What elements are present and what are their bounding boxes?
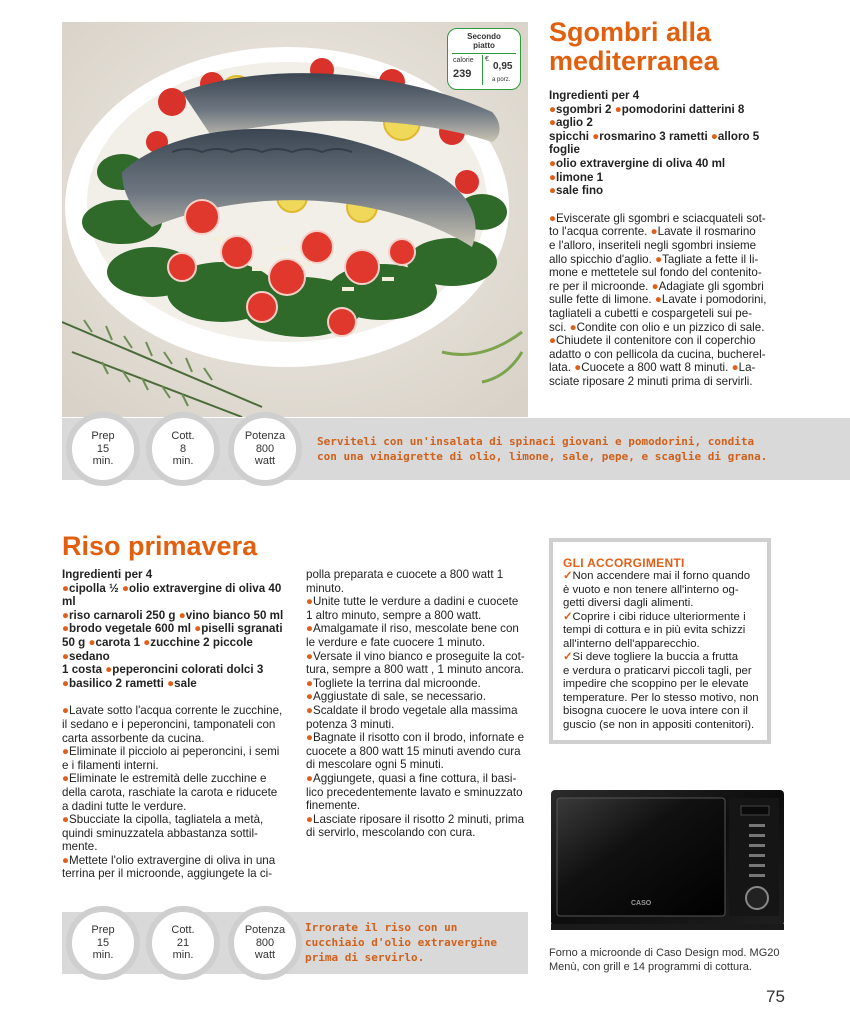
bullet-icon: ●	[306, 690, 314, 704]
bullet-icon: ●	[62, 745, 70, 759]
step-line: e l'alloro, inseriteli negli sgombri insieme	[549, 238, 757, 252]
step-line: tagliateli a cubetti e cospargeteli sui pe-	[549, 306, 753, 320]
bullet-icon: ●	[549, 156, 557, 170]
cook-time-badge: Cott. 8 min.	[146, 412, 220, 486]
bullet-icon: ●	[62, 622, 70, 636]
page-number: 75	[766, 987, 785, 1006]
step-line: minuto.	[306, 581, 345, 595]
step-line: ●Aggiungete, quasi a fine cottura, il basi-	[306, 771, 517, 785]
step-line: ●Eviscerate gli sgombri e sciacquateli sot-	[549, 211, 766, 225]
step-line: sulle fette di limone. ●Lavate i pomodorini,	[549, 293, 767, 307]
power-badge: Potenza 800 watt	[228, 906, 302, 980]
step-line: sci. ●Condite con olio e un pizzico di sale.	[549, 320, 765, 334]
step-line: il sedano e i peperoncini, tamponateli con	[62, 717, 276, 731]
step-line: adatto o con pellicola da cucina, bucherel-	[549, 347, 766, 361]
caption-line: Menù, con grill e 14 programmi di cottura.	[549, 960, 752, 973]
microwave-brand-label: CASO	[631, 900, 652, 907]
bullet-icon: ●	[549, 184, 557, 198]
step-line: allo spicchio d'aglio. ●Tagliate a fette il li-	[549, 252, 759, 266]
ingredients-header: Ingredienti per 4	[62, 568, 153, 581]
bullet-icon: ●	[655, 252, 663, 266]
step-line: di servirlo, mescolando con cura.	[306, 826, 476, 840]
ingredient-line: 1 costa ●peperoncini colorati dolci 3	[62, 663, 264, 677]
bullet-icon: ●	[62, 772, 70, 786]
step-line: sciate riposare 2 minuti prima di servirli.	[549, 374, 753, 388]
step-line: ●Eliminate il picciolo ai peperoncini, i semi	[62, 745, 280, 759]
tip-line: guscio (se non in appositi contenitori).	[563, 718, 755, 731]
bullet-icon: ●	[306, 676, 314, 690]
calories-label: calorie	[453, 57, 474, 64]
course-label: Secondo piatto	[467, 32, 501, 50]
tip-line: bisogna cuocere le uova intere con il	[563, 705, 748, 717]
euro-icon: €	[485, 56, 489, 63]
ingredient-line: ●brodo vegetale 600 ml ●piselli sgranati	[62, 622, 283, 636]
preparation-steps	[62, 704, 284, 881]
bullet-icon: ●	[549, 211, 557, 225]
tip-line: impedire che scoppino per le elevate	[563, 678, 749, 690]
bullet-icon: ●	[574, 361, 582, 375]
step-line: ●Scaldate il brodo vegetale alla massima	[306, 703, 518, 717]
ingredient-line: ●basilico 2 rametti ●sale	[62, 676, 197, 690]
bullet-icon: ●	[592, 129, 600, 143]
bullet-icon: ●	[306, 649, 314, 663]
bullet-icon: ●	[654, 293, 662, 307]
bullet-icon: ●	[710, 129, 718, 143]
bullet-icon: ●	[62, 581, 70, 595]
bullet-icon: ●	[549, 334, 557, 348]
cook-time-badge: Cott. 21 min.	[146, 906, 220, 980]
step-line: ●Eliminate le estremità delle zucchine e	[62, 772, 267, 786]
recipe1-serving-tip: Serviteli con un'insalata di spinaci giovani e pomodorini, condita con una vinaigrette di olio, limone, sale, pepe, e scaglie di grana.	[317, 435, 768, 463]
step-line: polla preparata e cuocete a 800 watt 1	[306, 568, 504, 581]
tip-line: è vuoto e non tenere all'interno og-	[563, 583, 739, 596]
step-line: mone e mettetele sul fondo del contenito-	[549, 266, 762, 280]
bullet-icon: ●	[105, 663, 113, 677]
bullet-icon: ●	[306, 731, 314, 745]
step-line: le verdure e fate cuocere 1 minuto.	[306, 635, 486, 649]
tips-box	[549, 538, 771, 744]
tip-line: ✓Si deve togliere la buccia a frutta	[563, 651, 739, 663]
bullet-icon: ●	[62, 853, 70, 867]
caption-line: Forno a microonde di Caso Design mod. MG20	[549, 947, 780, 959]
tip-line: temperature. Per lo stesso motivo, non	[563, 691, 759, 704]
bullet-icon: ●	[731, 361, 739, 375]
ingredient-line: 50 g ●carota 1 ●zucchine 2 piccole ●sedano	[62, 635, 253, 663]
bullet-icon: ●	[651, 279, 659, 293]
prep-time-badge: Prep 15 min.	[66, 906, 140, 980]
step-line: ●Lavate sotto l'acqua corrente le zucchine,	[62, 704, 283, 718]
checkmark-icon: ✓	[563, 610, 573, 623]
step-line: lata. ●Cuocete a 800 watt 8 minuti. ●La-	[549, 361, 756, 375]
bullet-icon: ●	[549, 170, 557, 184]
price-value: 0,95	[493, 61, 513, 72]
bullet-icon: ●	[306, 812, 314, 826]
step-line: ●Aggiustate di sale, se necessario.	[306, 690, 486, 704]
bullet-icon: ●	[569, 320, 577, 334]
bullet-icon: ●	[194, 622, 202, 636]
ingredients-list	[62, 582, 284, 691]
bullet-icon: ●	[62, 649, 70, 663]
step-line: quindi sminuzzatela abbastanza sottil-	[62, 826, 258, 840]
tip-line: getti diversi dagli alimenti.	[563, 597, 694, 609]
recipe1-text	[549, 89, 769, 388]
ingredient-line: ●cipolla ½ ●olio extravergine di oliva 40 ml	[62, 581, 282, 609]
ingredients-header: Ingredienti per 4	[549, 89, 640, 102]
price-unit: a porz.	[492, 77, 511, 83]
step-line: ●Unite tutte le verdure a dadini e cuocete	[306, 595, 519, 609]
tip-line: e verdura o praticarvi piccoli tagli, per	[563, 664, 752, 677]
recipe1-title: Sgombri alla mediterranea	[549, 17, 719, 76]
step-line: tura, sempre a 800 watt , 1 minuto ancora.	[306, 663, 524, 677]
bullet-icon: ●	[650, 225, 658, 239]
tip-line: ✓Non accendere mai il forno quando	[563, 570, 751, 582]
tip-line: tempi di cottura e in più evita schizzi	[563, 624, 746, 636]
microwave-caption	[549, 947, 789, 974]
step-line: ●Togliete la terrina dal microonde.	[306, 676, 481, 690]
bullet-icon: ●	[121, 581, 129, 595]
recipe2-text-column2	[306, 568, 532, 840]
step-line: potenza 3 minuti.	[306, 717, 395, 731]
ingredient-line: ●riso carnaroli 250 g ●vino bianco 50 ml	[62, 608, 284, 622]
step-line: ●Chiudete il contenitore con il coperchio	[549, 334, 756, 348]
step-line: to l'acqua corrente. ●Lavate il rosmarino	[549, 225, 756, 239]
step-line: e i filamenti interni.	[62, 758, 159, 772]
calorie-price-badge	[447, 28, 521, 90]
prep-time-badge: Prep 15 min.	[66, 412, 140, 486]
step-line: a dadini tutte le verdure.	[62, 799, 187, 813]
preparation-steps	[549, 212, 769, 389]
step-line: cuocete a 800 watt 15 minuti avendo cura	[306, 744, 521, 758]
bullet-icon: ●	[306, 622, 314, 636]
tips-header: GLI ACCORGIMENTI	[563, 556, 685, 570]
bullet-icon: ●	[62, 813, 70, 827]
checkmark-icon: ✓	[563, 570, 573, 582]
step-line: ●Amalgamate il riso, mescolate bene con	[306, 622, 519, 636]
checkmark-icon: ✓	[563, 651, 573, 663]
bullet-icon: ●	[549, 116, 557, 130]
bullet-icon: ●	[178, 608, 186, 622]
recipe2-serving-tip: Irrorate il riso con un cucchiaio d'olio extravergine prima di servirlo.	[305, 921, 498, 964]
step-line: ●Mettete l'olio extravergine di oliva in una	[62, 853, 276, 867]
bullet-icon: ●	[167, 676, 175, 690]
ingredient-line: ●sale fino	[549, 184, 604, 198]
ingredients-list	[549, 103, 769, 198]
power-badge: Potenza 800 watt	[228, 412, 302, 486]
step-line: mente.	[62, 840, 98, 854]
bullet-icon: ●	[62, 704, 70, 718]
step-line: di mescolare ogni 5 minuti.	[306, 758, 444, 772]
step-line: terrina per il microonde, aggiungete la ci-	[62, 867, 273, 881]
bullet-icon: ●	[549, 102, 557, 116]
step-line: 1 altro minuto, sempre a 800 watt.	[306, 608, 482, 622]
tip-line: all'interno dell'apparecchio.	[563, 637, 700, 650]
bullet-icon: ●	[143, 635, 151, 649]
step-line: ●Bagnate il risotto con il brodo, infornate e	[306, 731, 525, 745]
bullet-icon: ●	[88, 635, 96, 649]
recipe2-text-column1	[62, 568, 284, 881]
bullet-icon: ●	[62, 676, 70, 690]
calories-value: 239	[453, 68, 472, 80]
ingredient-line: ●sgombri 2 ●pomodorini datterini 8 ●aglio 2	[549, 102, 745, 130]
step-line: ●Sbucciate la cipolla, tagliatela a metà,	[62, 813, 264, 827]
ingredient-line: spicchi ●rosmarino 3 rametti ●alloro 5 foglie	[549, 129, 760, 157]
step-line: della carota, raschiate la carota e riducete	[62, 785, 278, 799]
bullet-icon: ●	[306, 703, 314, 717]
ingredient-line: ●olio extravergine di oliva 40 ml ●limone 1	[549, 156, 726, 184]
tip-line: ✓Coprire i cibi riduce ulteriormente i	[563, 610, 746, 623]
step-line: lico precedentemente lavato e sminuzzato	[306, 785, 523, 799]
bullet-icon: ●	[306, 771, 314, 785]
bullet-icon: ●	[306, 595, 314, 609]
tips-body	[563, 570, 767, 732]
step-line: ●Versate il vino bianco e proseguite la cot-	[306, 649, 525, 663]
microwave-oven-illustration	[549, 776, 786, 940]
step-line: ●Lasciate riposare il risotto 2 minuti, prima	[306, 812, 525, 826]
step-line: finemente.	[306, 799, 361, 813]
recipe2-title: Riso primavera	[62, 531, 258, 561]
step-line: re per il microonde. ●Adagiate gli sgombri	[549, 279, 764, 293]
bullet-icon: ●	[62, 608, 70, 622]
microwave-photo	[549, 776, 786, 940]
bullet-icon: ●	[614, 102, 622, 116]
step-line: carta assorbente da cucina.	[62, 731, 205, 745]
